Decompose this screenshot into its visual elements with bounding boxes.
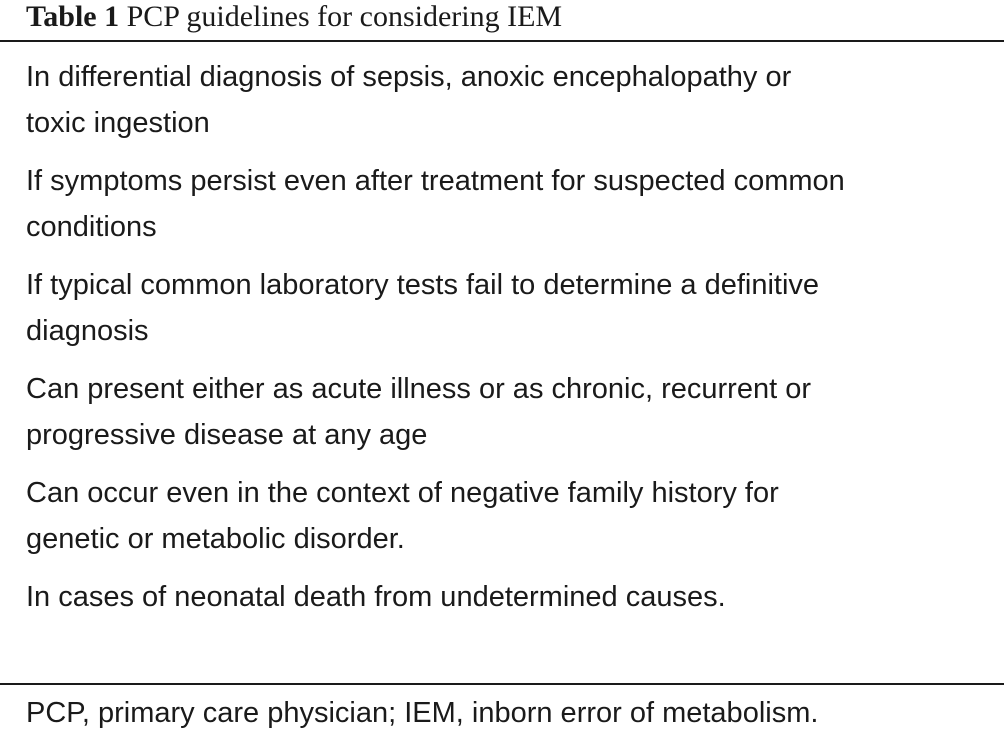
table-number: Table 1 xyxy=(26,0,120,33)
table-caption xyxy=(26,0,562,40)
row-text-line: toxic ingestion xyxy=(26,107,210,139)
table-title: PCP guidelines for considering IEM xyxy=(126,0,563,33)
row-text-line: genetic or metabolic disorder. xyxy=(26,523,405,555)
table-row xyxy=(26,250,996,354)
table-footnote: PCP, primary care physician; IEM, inborn error of metabolism. xyxy=(26,697,819,729)
row-text-line: progressive disease at any age xyxy=(26,419,428,451)
row-text-line: In cases of neonatal death from undetermined causes. xyxy=(26,581,726,613)
row-text-line: diagnosis xyxy=(26,315,149,347)
table-row xyxy=(26,146,996,250)
table-row xyxy=(26,42,996,146)
table-row xyxy=(26,562,996,620)
row-text-line: Can occur even in the context of negative family history for xyxy=(26,477,779,509)
table-row xyxy=(26,354,996,458)
row-text-line: If symptoms persist even after treatment for suspected common xyxy=(26,165,845,197)
bottom-rule xyxy=(0,683,1004,685)
row-text-line: conditions xyxy=(26,211,157,243)
table-row xyxy=(26,458,996,562)
guideline-list xyxy=(26,42,996,620)
row-text-line: In differential diagnosis of sepsis, anoxic encephalopathy or xyxy=(26,61,792,93)
row-text-line: If typical common laboratory tests fail to determine a definitive xyxy=(26,269,820,301)
row-text-line: Can present either as acute illness or as chronic, recurrent or xyxy=(26,373,811,405)
